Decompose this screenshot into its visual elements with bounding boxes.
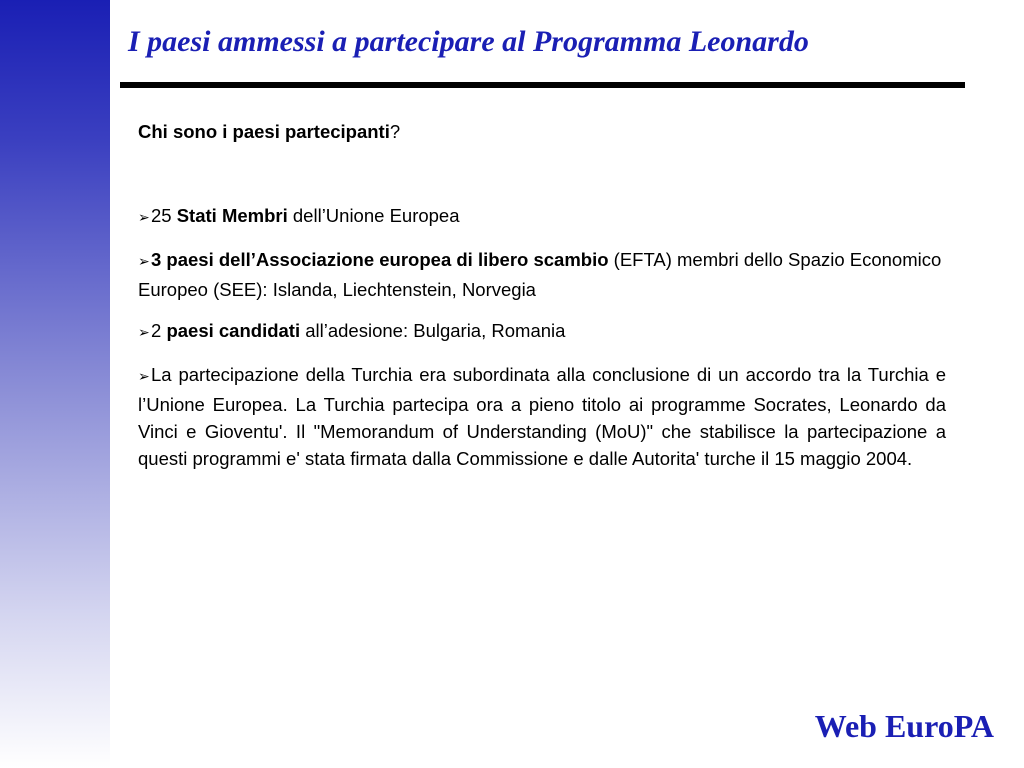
item-text: (EFTA) membri dello Spazio Economico Europeo (SEE): Islanda, Liechtenstein, Norvegia [138, 249, 942, 300]
list-item-member-states [138, 202, 946, 232]
slide-content [138, 118, 946, 486]
list-item-turkey [138, 361, 946, 472]
slide-title: I paesi ammessi a partecipare al Programma Leonardo [128, 25, 809, 58]
item-bold: paesi candidati [166, 320, 301, 341]
item-text: La partecipazione della Turchia era subordinata alla conclusione di un accordo tra la Turchia e l’Unione Europea. La Turchia partecipa ora a pieno titolo ai programme Socrates, Leonardo da Vinci e Gioventu'. Il "Memorandum of Understanding (MoU)" che stabilisce la partecipazione a questi programmi e' stata firmata dalla Commissione e dalle Autorita' turche il 15 maggio 2004. [138, 364, 946, 469]
footer-logo-text: Web EuroPA [814, 708, 994, 744]
intro-question-mark: ? [389, 121, 401, 142]
item-text: all’adesione: Bulgaria, Romania [300, 320, 566, 341]
item-text: dell’Unione Europea [287, 205, 460, 226]
item-bold: Stati Membri [176, 205, 288, 226]
arrow-bullet-icon: ➢ [138, 210, 150, 226]
item-bold: 3 paesi dell’Associazione europea di libero scambio [151, 249, 609, 270]
arrow-bullet-icon: ➢ [138, 254, 150, 270]
list-item-candidates [138, 317, 946, 347]
left-gradient-band [0, 0, 110, 768]
intro-question [138, 118, 946, 145]
title-underline-rule [120, 82, 965, 88]
arrow-bullet-icon: ➢ [138, 369, 150, 385]
intro-question-bold: Chi sono i paesi partecipanti [138, 121, 390, 142]
item-prefix: 25 [151, 205, 177, 226]
list-item-efta [138, 246, 946, 303]
item-prefix: 2 [151, 320, 167, 341]
arrow-bullet-icon: ➢ [138, 325, 150, 341]
